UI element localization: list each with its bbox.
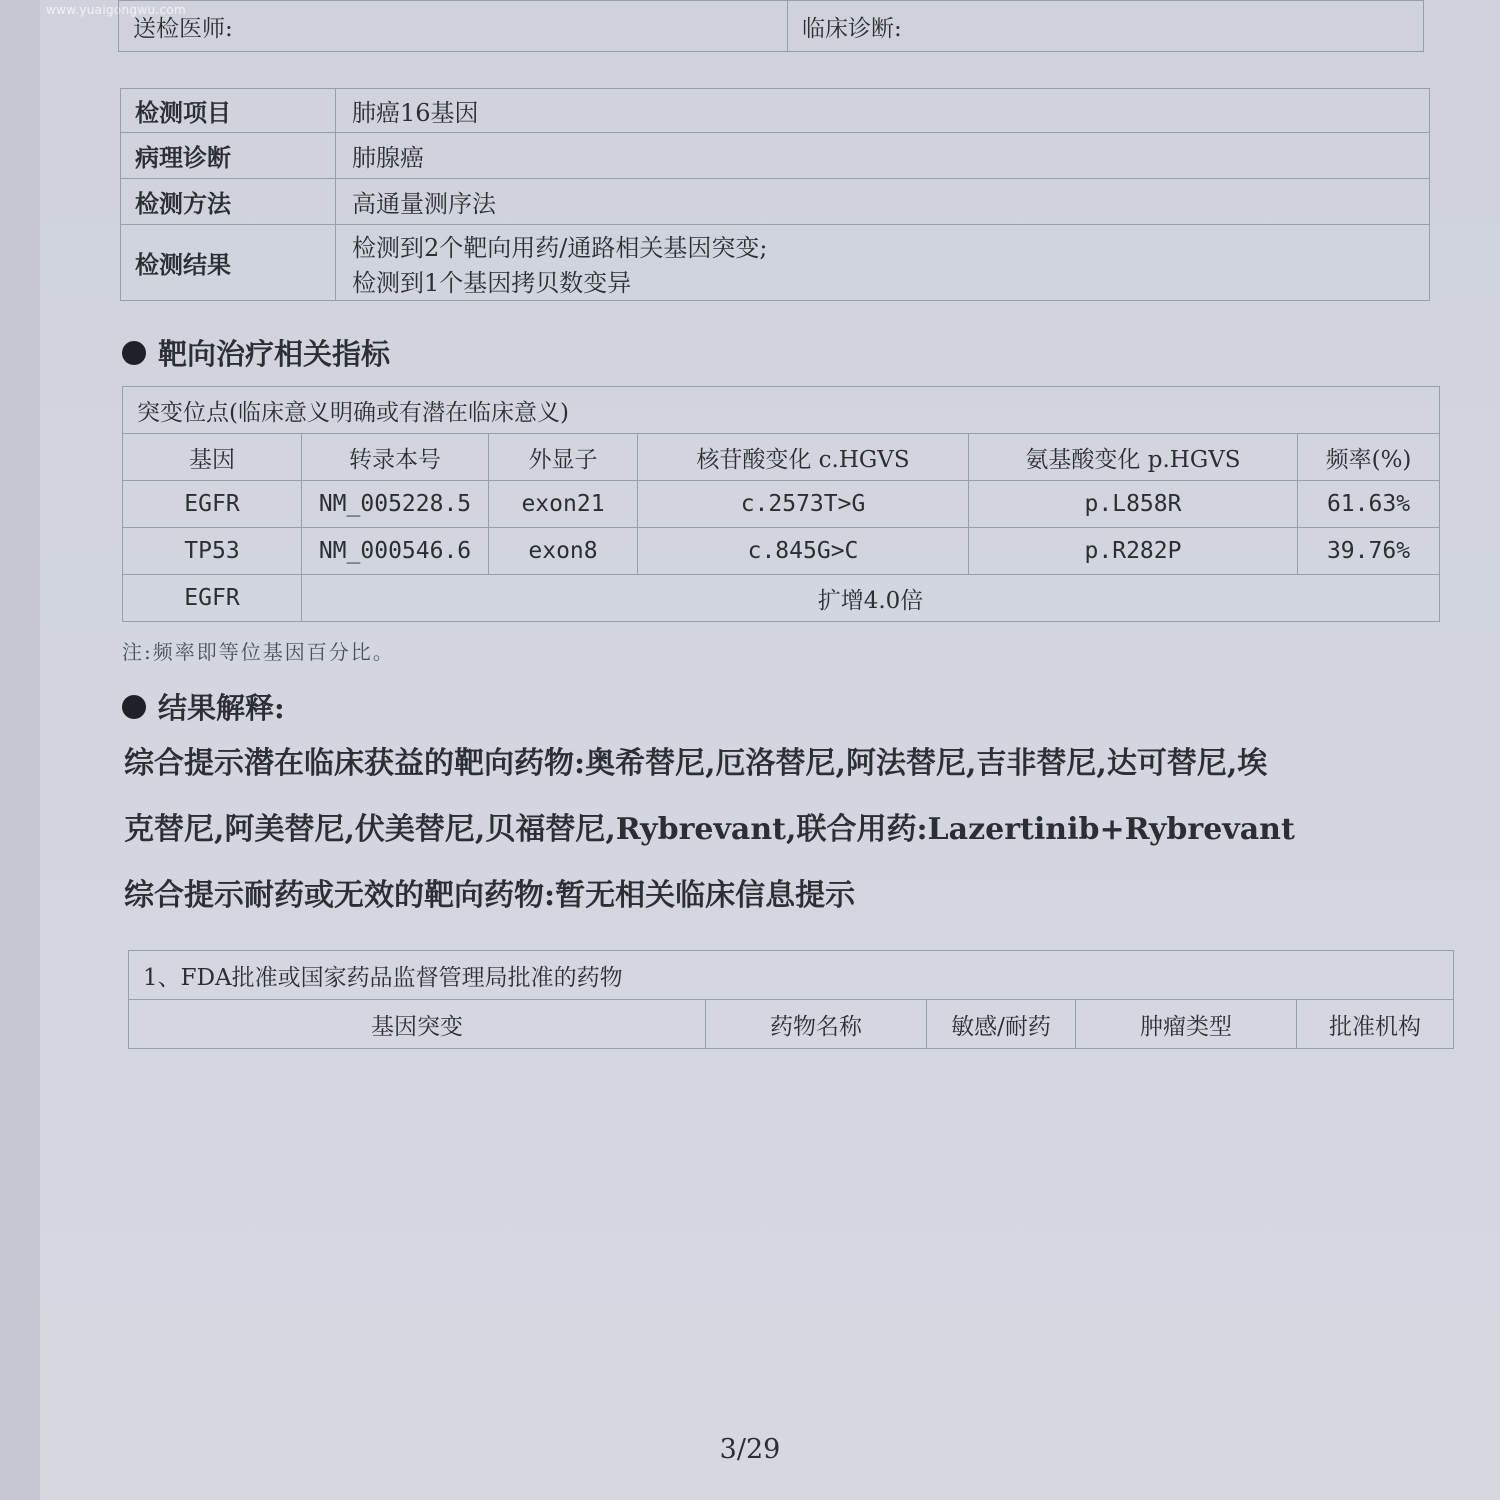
col-header-transcript: 转录本号 (302, 434, 489, 481)
cell-cdna: c.845G>C (638, 528, 969, 575)
info-value: 肺腺癌 (336, 133, 1430, 179)
targeted-section-title (122, 332, 390, 373)
col-header-tumor-type: 肿瘤类型 (1076, 1000, 1297, 1049)
col-header-approval-agency: 批准机构 (1297, 1000, 1454, 1049)
info-table (120, 88, 1430, 301)
result-line: 检测到2个靶向用药/通路相关基因突变; (352, 233, 768, 262)
resistance-drugs-line: 综合提示耐药或无效的靶向药物:暂无相关临床信息提示 (124, 878, 856, 913)
info-label: 检测结果 (121, 225, 336, 301)
page-number: 3/29 (719, 1434, 781, 1465)
cell-protein: p.L858R (969, 481, 1298, 528)
info-row (121, 179, 1430, 225)
cell-frequency: 39.76% (1298, 528, 1440, 575)
info-row (121, 133, 1430, 179)
drug-caption: 1、FDA批准或国家药品监督管理局批准的药物 (129, 951, 1454, 1000)
info-value (336, 225, 1430, 301)
frequency-note: 注:频率即等位基因百分比。 (122, 640, 395, 664)
interpretation-section-title (122, 686, 285, 727)
info-label: 检测项目 (121, 89, 336, 133)
col-header-drug-name: 药物名称 (706, 1000, 927, 1049)
col-header-sensitivity: 敏感/耐药 (927, 1000, 1076, 1049)
bullet-icon (122, 695, 146, 719)
mutation-row (123, 528, 1440, 575)
col-header-exon: 外显子 (489, 434, 638, 481)
mutation-caption: 突变位点(临床意义明确或有潜在临床意义) (123, 387, 1440, 434)
bullet-icon (122, 341, 146, 365)
info-value: 肺癌16基因 (336, 89, 1430, 133)
cell-gene: EGFR (123, 481, 302, 528)
cell-exon: exon8 (489, 528, 638, 575)
info-label: 检测方法 (121, 179, 336, 225)
diagnosis-label: 临床诊断: (788, 1, 1424, 52)
cell-frequency: 61.63% (1298, 481, 1440, 528)
cell-transcript: NM_005228.5 (302, 481, 489, 528)
info-value: 高通量测序法 (336, 179, 1430, 225)
cnv-change: 扩增4.0倍 (302, 575, 1440, 622)
drug-header-row (129, 1000, 1454, 1049)
info-label: 病理诊断 (121, 133, 336, 179)
cnv-row (123, 575, 1440, 622)
result-line: 检测到1个基因拷贝数变异 (352, 268, 632, 297)
info-row (121, 89, 1430, 133)
cell-protein: p.R282P (969, 528, 1298, 575)
cnv-gene: EGFR (123, 575, 302, 622)
doctor-label: 送检医师: (119, 1, 788, 52)
col-header-protein: 氨基酸变化 p.HGVS (969, 434, 1298, 481)
col-header-frequency: 频率(%) (1298, 434, 1440, 481)
watermark: www.yuaigongwu.com (46, 3, 186, 17)
interpretation-title-text: 结果解释: (158, 691, 285, 725)
benefit-drugs-line-2: 克替尼,阿美替尼,伏美替尼,贝福替尼,Rybrevant,联合用药:Lazertinib+Rybrevant (124, 812, 1295, 847)
benefit-drugs-line-1: 综合提示潜在临床获益的靶向药物:奥希替尼,厄洛替尼,阿法替尼,吉非替尼,达可替尼,埃 (124, 746, 1268, 781)
header-table (118, 0, 1424, 52)
mutation-row (123, 481, 1440, 528)
mutation-header-row (123, 434, 1440, 481)
cell-exon: exon21 (489, 481, 638, 528)
cell-transcript: NM_000546.6 (302, 528, 489, 575)
targeted-title-text: 靶向治疗相关指标 (158, 337, 391, 371)
cell-gene: TP53 (123, 528, 302, 575)
col-header-gene: 基因 (123, 434, 302, 481)
cell-cdna: c.2573T>G (638, 481, 969, 528)
col-header-cdna: 核苷酸变化 c.HGVS (638, 434, 969, 481)
drug-table (128, 950, 1454, 1049)
col-header-mutation: 基因突变 (129, 1000, 706, 1049)
mutation-table (122, 386, 1440, 622)
info-row (121, 225, 1430, 301)
